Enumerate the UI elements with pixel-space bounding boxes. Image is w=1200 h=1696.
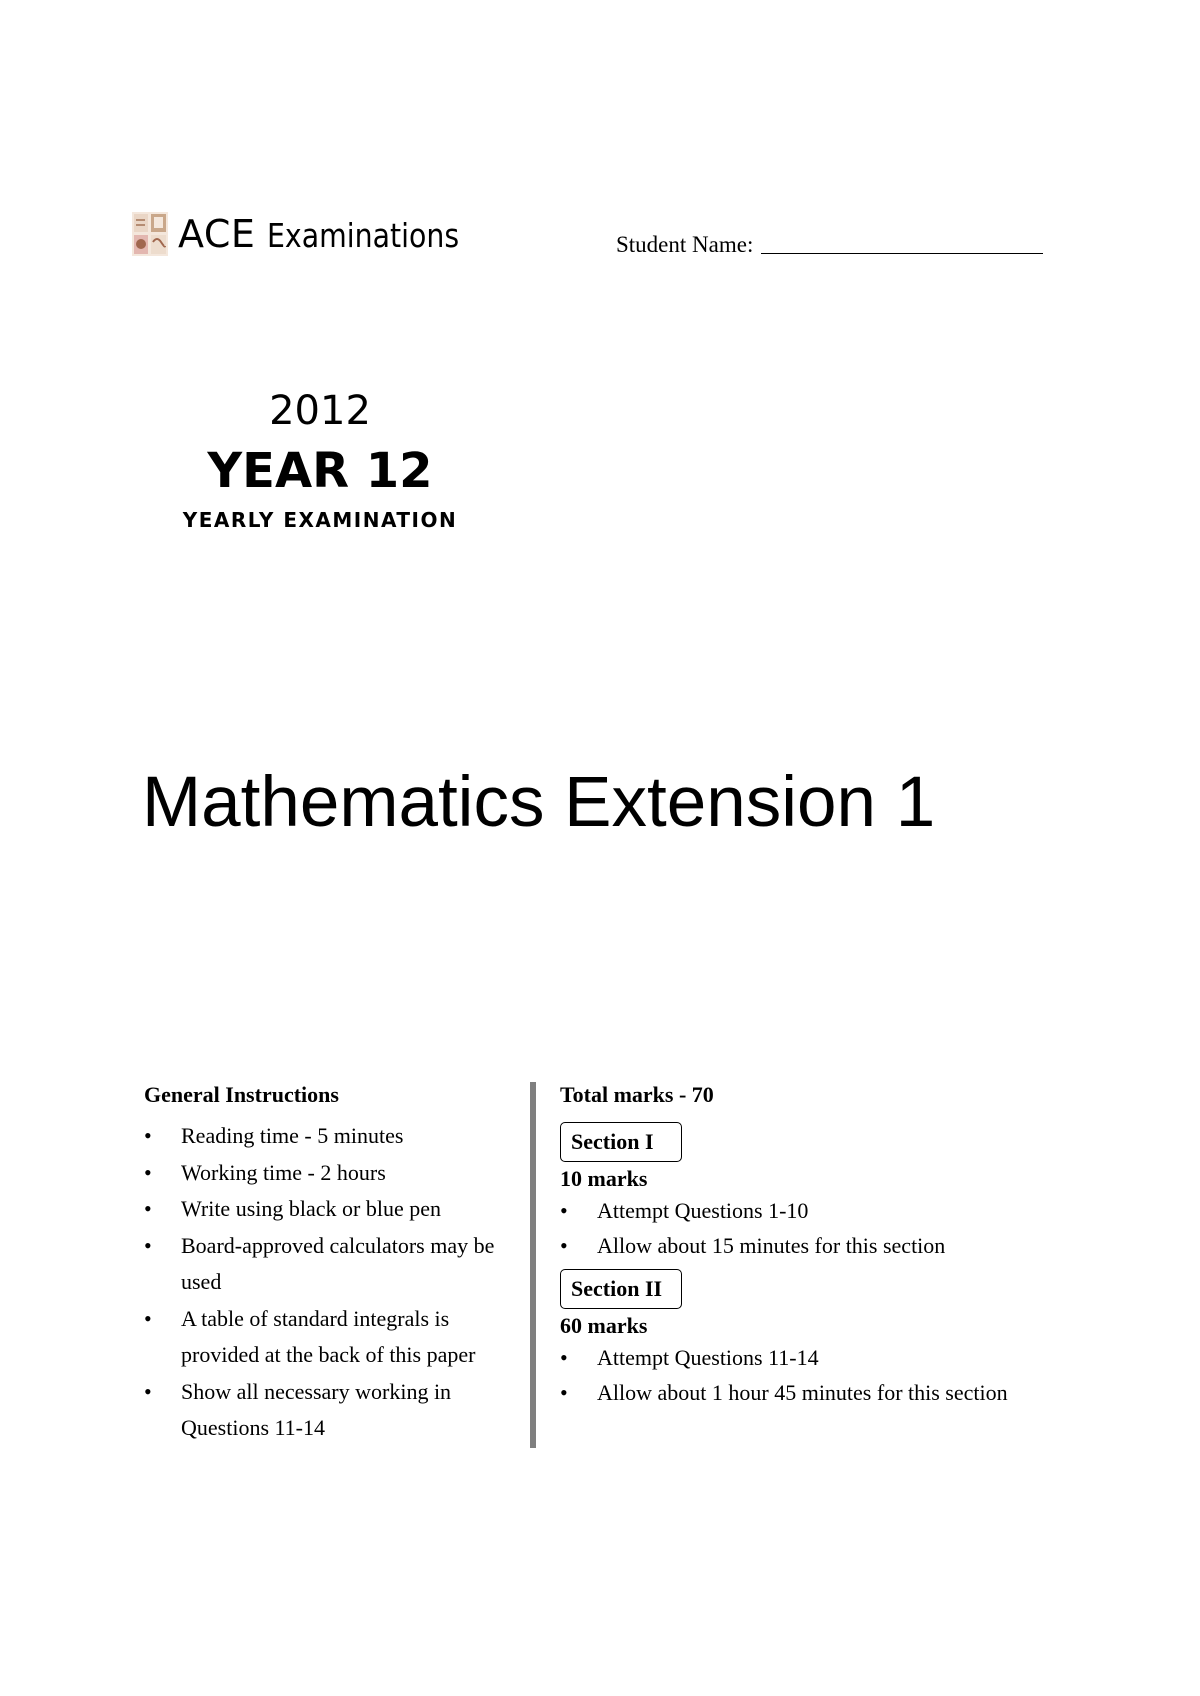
list-item: • A table of standard integrals is provided at the back of this paper: [144, 1301, 524, 1374]
student-name-field[interactable]: [616, 232, 1043, 258]
subject-title: Mathematics Extension 1: [142, 763, 936, 842]
list-item: • Allow about 1 hour 45 minutes for this section: [560, 1376, 1080, 1411]
total-marks: Total marks - 70: [560, 1082, 714, 1107]
exam-grade: YEAR 12: [207, 443, 433, 499]
title-block: [160, 388, 480, 532]
section-2-list: [560, 1341, 1080, 1410]
section-2-label: Section II: [560, 1269, 682, 1309]
list-item: • Working time - 2 hours: [144, 1155, 524, 1192]
section-1-list: [560, 1194, 1080, 1263]
list-item: • Show all necessary working in Questions 11-14: [144, 1374, 524, 1447]
brand-logo: [178, 212, 491, 260]
section-1-label: Section I: [560, 1122, 682, 1162]
ace-logo-icon: [132, 212, 168, 256]
instructions-heading: General Instructions: [144, 1082, 339, 1107]
brand-examinations: Examinations: [267, 216, 460, 255]
general-instructions: [144, 1082, 524, 1447]
list-item: • Allow about 15 minutes for this section: [560, 1229, 1080, 1264]
brand-ace: ACE: [178, 212, 256, 256]
list-item: • Board-approved calculators may be used: [144, 1228, 524, 1301]
marks-info: [560, 1082, 1080, 1410]
instructions-list: [144, 1118, 524, 1447]
student-name-line[interactable]: [761, 253, 1043, 254]
list-item: • Reading time - 5 minutes: [144, 1118, 524, 1155]
list-item: • Attempt Questions 11-14: [560, 1341, 1080, 1376]
student-name-label: Student Name:: [616, 232, 754, 257]
list-item: • Attempt Questions 1-10: [560, 1194, 1080, 1229]
list-item: • Write using black or blue pen: [144, 1191, 524, 1228]
exam-type: YEARLY EXAMINATION: [182, 508, 458, 532]
column-divider: [530, 1082, 536, 1448]
exam-year: 2012: [269, 388, 371, 434]
section-2-marks: 60 marks: [560, 1313, 648, 1338]
section-1-marks: 10 marks: [560, 1166, 648, 1191]
